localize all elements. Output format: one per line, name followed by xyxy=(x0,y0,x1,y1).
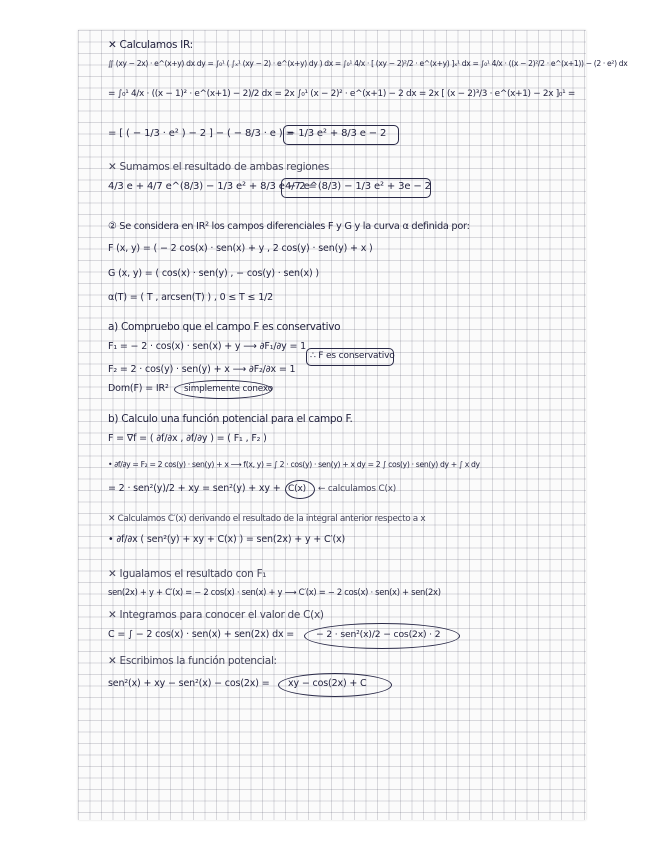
cx-note: ← calculamos C(x) xyxy=(318,484,397,494)
part-b-heading: b) Calculo una función potencial para el campo F. xyxy=(108,413,353,425)
conservative-conclusion: ∴ F es conservativo xyxy=(310,351,395,361)
integral-step-3: = [ ( − 1/3 · e² ) − 2 ] − ( − 8/3 · e ) = xyxy=(108,128,294,139)
df-dy-line: • ∂f/∂y = F₂ = 2 cos(y) · sen(y) + x ⟶ f(x, y) = ∫ 2 · cos(y) · sen(y) + x dy = 2 ∫ cos(y) · sen(y) dy + ∫ x dy xyxy=(108,460,480,469)
equal-heading: ✕ Igualamos el resultado con F₁ xyxy=(108,568,267,580)
derive-heading: ✕ Calculamos C′(x) derivando el resultado de la integral anterior respecto a x xyxy=(108,514,426,524)
curve-alpha-definition: α(T) = ( T , arcsen(T) ) , 0 ≤ T ≤ 1/2 xyxy=(108,292,274,303)
result-2: 4/7 e^(8/3) − 1/3 e² + 3e − 2 xyxy=(285,181,431,192)
domain-line: Dom(F) = IR² xyxy=(108,383,169,394)
calc-r-heading: ✕ Calculamos IR: xyxy=(108,39,193,51)
potential-result: xy − cos(2x) + C xyxy=(288,678,367,689)
result-1: − 1/3 e² + 8/3 e − 2 xyxy=(287,128,387,139)
equal-line: sen(2x) + y + C′(x) = − 2 cos(x) · sen(x) + y ⟶ C′(x) = − 2 cos(x) · sen(x) + sen(2x) xyxy=(108,587,441,597)
exercise-2-heading: ② Se considera en IR² los campos diferenciales F y G y la curva α definida por: xyxy=(108,221,470,232)
potential-heading: ✕ Escribimos la función potencial: xyxy=(108,655,277,667)
f-result-line: = 2 · sen²(y)/2 + xy = sen²(y) + xy + xyxy=(108,483,281,494)
sum-line: 4/3 e + 4/7 e^(8/3) − 1/3 e² + 8/3 e − 2 = xyxy=(108,181,317,192)
field-F-definition: F (x, y) = ( − 2 cos(x) · sen(x) + y , 2 cos(y) · sen(y) + x ) xyxy=(108,243,373,254)
gradient-line: F = ∇f = ( ∂f/∂x , ∂f/∂y ) = ( F₁ , F₂ ) xyxy=(108,433,267,444)
integrate-result: − 2 · sen²(x)/2 − cos(2x) · 2 xyxy=(316,629,441,640)
potential-line: sen²(x) + xy − sen²(x) − cos(2x) = xyxy=(108,678,270,689)
F2-derivative-line: F₂ = 2 · cos(y) · sen(y) + x ⟶ ∂F₂/∂x = 1 xyxy=(108,364,296,375)
double-integral-line: ∬ (xy − 2x) · e^(x+y) dx dy = ∫₀¹ ( ∫ₓ¹ (xy − 2) · e^(x+y) dy ) dx = ∫₀¹ 4/x · [ (xy − 2)²/2 · e^(x+y) ]ₓ¹ dx = ∫₀¹ 4/x · ((x − 2)²/2 · e^(x+1)) − (2 · e²) dx xyxy=(108,59,628,68)
derive-line: • ∂f/∂x ( sen²(y) + xy + C(x) ) = sen(2x) + y + C′(x) xyxy=(108,534,346,545)
field-G-definition: G (x, y) = ( cos(x) · sen(y) , − cos(y) · sen(x) ) xyxy=(108,268,319,279)
integrate-heading: ✕ Integramos para conocer el valor de C(x) xyxy=(108,609,324,621)
sum-regions-heading: ✕ Sumamos el resultado de ambas regiones xyxy=(108,161,330,173)
graph-paper-sheet xyxy=(78,30,628,820)
integrate-line: C = ∫ − 2 cos(x) · sen(x) + sen(2x) dx = xyxy=(108,629,295,640)
F1-derivative-line: F₁ = − 2 · cos(x) · sen(x) + y ⟶ ∂F₁/∂y = 1 xyxy=(108,341,307,352)
cx-term: C(x) xyxy=(288,484,307,494)
integral-step-2: = ∫₀¹ 4/x · ((x − 1)² · e^(x+1) − 2)/2 dx = 2x ∫₀¹ (x − 2)² · e^(x+1) − 2 dx = 2x [ (x − 2)³/3 · e^(x+1) − 2x ]₀¹ = xyxy=(108,89,576,99)
simply-connected-label: simplemente conexo xyxy=(184,384,273,394)
part-a-heading: a) Compruebo que el campo F es conservativo xyxy=(108,321,341,333)
